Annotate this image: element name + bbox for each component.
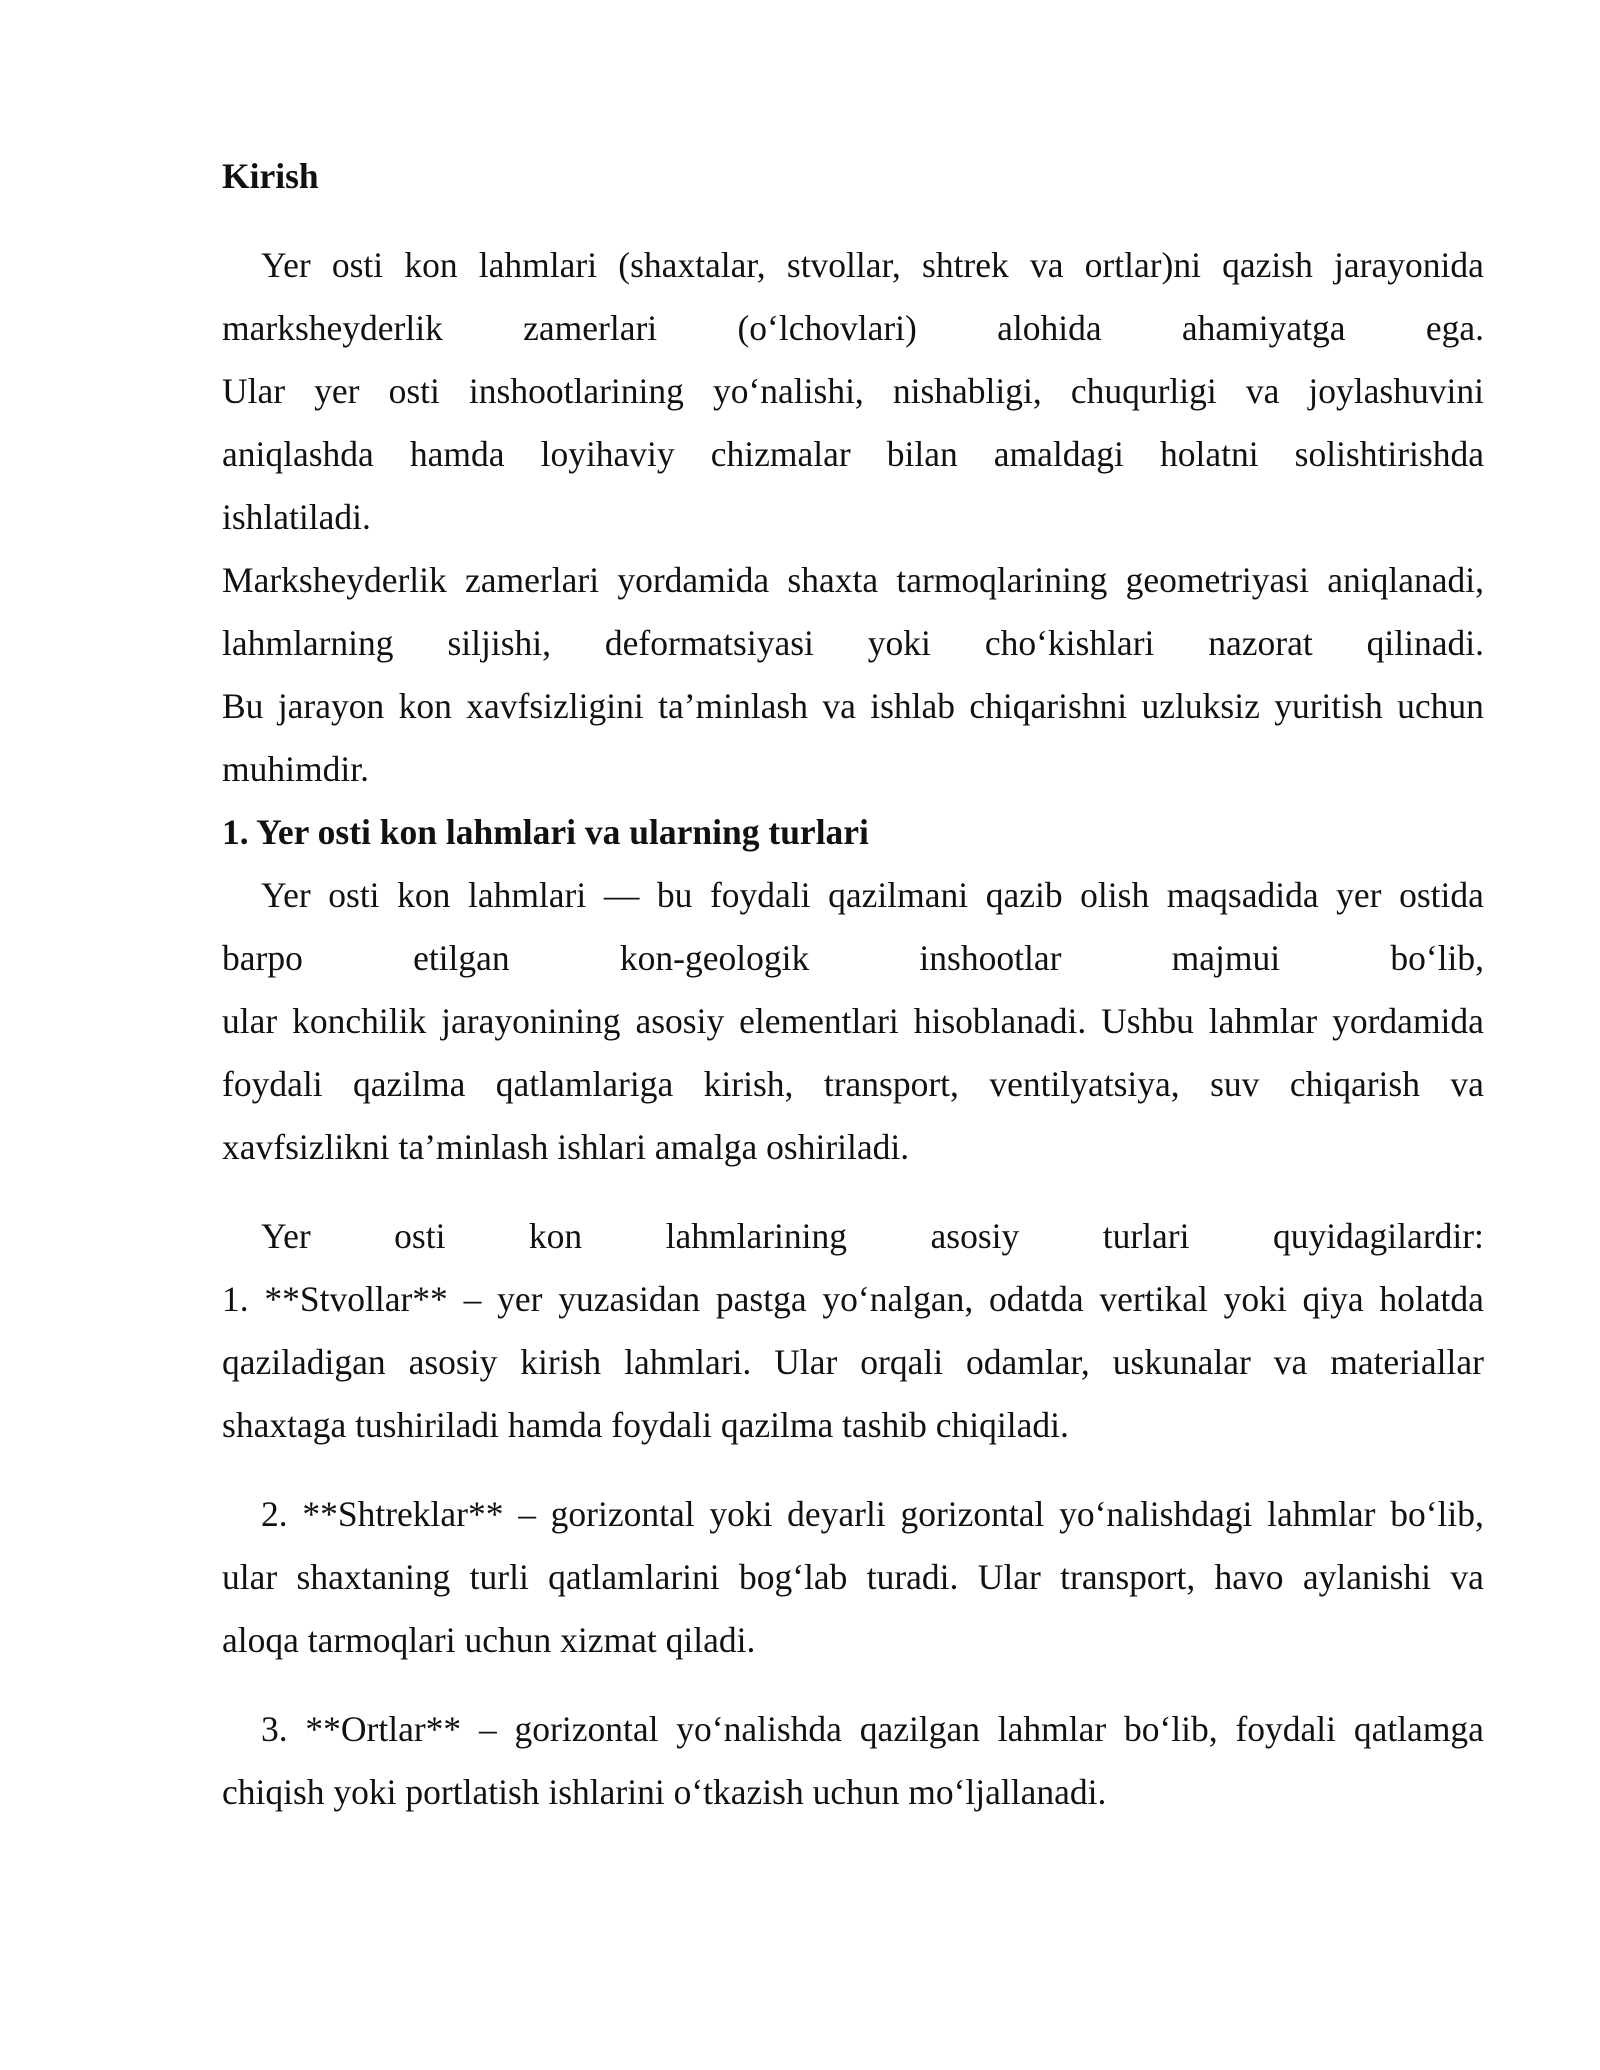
word: majmui — [1171, 938, 1281, 978]
word: yo‘nalishi, — [712, 371, 864, 411]
word: lahmlarning — [222, 623, 394, 663]
text-line: muhimdir. — [222, 749, 369, 789]
word: va — [1245, 371, 1280, 411]
word: kirish — [520, 1342, 602, 1382]
word: konchilik — [292, 1001, 427, 1041]
word: lahmlari. — [624, 1342, 752, 1382]
word: qiya — [1302, 1279, 1364, 1319]
word: (shaxtalar, — [618, 245, 766, 285]
text-line — [222, 1483, 1484, 1546]
word: asosiy — [408, 1342, 498, 1382]
document-page — [222, 145, 1484, 1824]
word: **Ortlar** — [305, 1709, 462, 1749]
word: qazilmani — [828, 875, 969, 915]
word: qazish — [1222, 245, 1313, 285]
word: hisoblanadi. — [913, 1001, 1087, 1041]
word: alohida — [997, 308, 1102, 348]
word: shtrek — [922, 245, 1009, 285]
word: loyihaviy — [540, 434, 675, 474]
word: yo‘nalishdagi — [1059, 1494, 1253, 1534]
word: va — [1273, 1342, 1308, 1382]
text-line — [222, 1546, 1484, 1609]
word: siljishi, — [447, 623, 552, 663]
word: lahmlarining — [665, 1216, 848, 1256]
word: ahamiyatga — [1181, 308, 1346, 348]
word: bilan — [886, 434, 958, 474]
word: ortlar)ni — [1084, 245, 1201, 285]
word: bo‘lib, — [1390, 938, 1484, 978]
word: — — [603, 875, 640, 915]
word: Marksheyderlik — [222, 560, 447, 600]
word: kirish, — [703, 1064, 794, 1104]
word: hamda — [409, 434, 505, 474]
text-line — [222, 297, 1484, 360]
word: chizmalar — [710, 434, 851, 474]
word: ular — [222, 1557, 278, 1597]
word: olish — [1080, 875, 1150, 915]
text-line: ishlatiladi. — [222, 497, 371, 537]
word: uskunalar — [1112, 1342, 1251, 1382]
text-line: aloqa tarmoqlari uchun xizmat qiladi. — [222, 1620, 756, 1660]
word: holatni — [1159, 434, 1259, 474]
word: va — [822, 686, 856, 726]
word: kon — [398, 686, 452, 726]
text-line — [222, 864, 1484, 927]
word: deyarli — [787, 1494, 886, 1534]
word: chiqarishni — [969, 686, 1128, 726]
word: xavfsizligini — [466, 686, 644, 726]
word: gorizontal — [514, 1709, 659, 1749]
intro-paragraph-1 — [222, 234, 1484, 549]
word: pastga — [715, 1279, 807, 1319]
word: odatda — [988, 1279, 1084, 1319]
word: lahmlar — [1208, 1001, 1318, 1041]
word: geometriyasi — [1125, 560, 1309, 600]
word: gorizontal — [550, 1494, 695, 1534]
word: zamerlari — [523, 308, 658, 348]
word: chiqarish — [1289, 1064, 1420, 1104]
word: asosiy — [635, 1001, 725, 1041]
word: va — [1450, 1064, 1484, 1104]
word: yo‘nalgan, — [822, 1279, 974, 1319]
text-line: shaxtaga tushiriladi hamda foydali qazilma tashib chiqiladi. — [222, 1405, 1069, 1445]
word: gorizontal — [900, 1494, 1045, 1534]
word: 3. — [261, 1709, 288, 1749]
word: kon — [397, 875, 451, 915]
section1-paragraph-1 — [222, 864, 1484, 1179]
word: aniqlashda — [222, 434, 374, 474]
word: materiallar — [1330, 1342, 1484, 1382]
word: suv — [1210, 1064, 1260, 1104]
word: transport, — [1060, 1557, 1196, 1597]
word: aylanishi — [1302, 1557, 1432, 1597]
word: vertikal — [1099, 1279, 1208, 1319]
word: bo‘lib, — [1123, 1709, 1218, 1749]
spacer — [222, 1179, 1484, 1205]
word: bu — [656, 875, 693, 915]
word: uchun — [1397, 686, 1484, 726]
word: turlari — [1102, 1216, 1190, 1256]
word: maqsadida — [1166, 875, 1319, 915]
word: yordamida — [1332, 1001, 1484, 1041]
text-line — [222, 234, 1484, 297]
word: bo‘lib, — [1390, 1494, 1484, 1534]
word: shaxta — [787, 560, 879, 600]
word: ega. — [1425, 308, 1484, 348]
word: yo‘nalishda — [676, 1709, 842, 1749]
word: lahmlari — [467, 875, 587, 915]
text-line — [222, 549, 1484, 612]
word: Bu — [222, 686, 264, 726]
word: shaxtaning — [296, 1557, 451, 1597]
word: turli — [469, 1557, 529, 1597]
text-line — [222, 675, 1484, 738]
word: 2. — [261, 1494, 288, 1534]
text-line — [222, 990, 1484, 1053]
word: aniqlanadi, — [1327, 560, 1484, 600]
text-line — [222, 1698, 1484, 1761]
word: yer — [497, 1279, 543, 1319]
word: uzluksiz — [1141, 686, 1260, 726]
word: yer — [1336, 875, 1382, 915]
word: jarayon — [277, 686, 385, 726]
word: yoki — [709, 1494, 773, 1534]
word: Ushbu — [1101, 1001, 1194, 1041]
word: inshootlar — [919, 938, 1062, 978]
word: Ular — [222, 371, 286, 411]
word: solishtirishda — [1294, 434, 1484, 474]
word: turadi. — [866, 1557, 959, 1597]
word: ular — [222, 1001, 278, 1041]
word: Ular — [977, 1557, 1041, 1597]
word: va — [1029, 245, 1064, 285]
word: lahmlar — [1267, 1494, 1376, 1534]
text-line — [222, 612, 1484, 675]
word: etilgan — [413, 938, 510, 978]
word: osti — [331, 245, 384, 285]
text-line: xavfsizlikni ta’minlash ishlari amalga oshiriladi. — [222, 1127, 910, 1167]
word: – — [518, 1494, 536, 1534]
word: zamerlari — [465, 560, 600, 600]
word: Yer — [261, 875, 311, 915]
word: asosiy — [930, 1216, 1020, 1256]
word: yoki — [1223, 1279, 1287, 1319]
section1-paragraph-4 — [222, 1698, 1484, 1824]
word: Yer — [261, 245, 311, 285]
word: yuzasidan — [558, 1279, 701, 1319]
word: yuritish — [1274, 686, 1383, 726]
spacer — [222, 208, 1484, 234]
text-line — [222, 1331, 1484, 1394]
word: odamlar, — [966, 1342, 1090, 1382]
word: Yer — [261, 1216, 311, 1256]
word: havo — [1214, 1557, 1284, 1597]
word: qatlamlariga — [495, 1064, 674, 1104]
word: stvollar, — [786, 245, 901, 285]
word: **Shtreklar** — [302, 1494, 504, 1534]
word: ventilyatsiya, — [989, 1064, 1180, 1104]
word: qatlamga — [1353, 1709, 1484, 1749]
word: 1. — [222, 1279, 249, 1319]
word: lahmlar — [997, 1709, 1107, 1749]
word: yer — [314, 371, 360, 411]
word: amaldagi — [993, 434, 1124, 474]
word: ishlab — [870, 686, 956, 726]
word: marksheyderlik — [222, 308, 443, 348]
word: qazilma — [353, 1064, 466, 1104]
word: qatlamlarini — [548, 1557, 720, 1597]
word: orqali — [860, 1342, 944, 1382]
text-line — [222, 927, 1484, 990]
word: tarmoqlarining — [896, 560, 1108, 600]
word: foydali — [709, 875, 811, 915]
word: jarayonida — [1334, 245, 1484, 285]
intro-paragraph-2 — [222, 549, 1484, 801]
word: ta’minlash — [658, 686, 808, 726]
word: chuqurligi — [1070, 371, 1217, 411]
word: osti — [328, 875, 380, 915]
word: qazib — [985, 875, 1063, 915]
page-title: Kirish — [222, 156, 319, 196]
word: qilinadi. — [1366, 623, 1484, 663]
spacer — [222, 1672, 1484, 1698]
word: – — [478, 1709, 497, 1749]
word: osti — [394, 1216, 446, 1256]
word: osti — [388, 371, 440, 411]
word: – — [463, 1279, 482, 1319]
word: quyidagilardir: — [1272, 1216, 1484, 1256]
word: joylashuvini — [1308, 371, 1484, 411]
word: **Stvollar** — [264, 1279, 448, 1319]
section1-paragraph-2 — [222, 1205, 1484, 1457]
text-line — [222, 423, 1484, 486]
word: elementlari — [739, 1001, 899, 1041]
word: lahmlari — [478, 245, 598, 285]
word: foydali — [222, 1064, 323, 1104]
text-line — [222, 1268, 1484, 1331]
word: barpo — [222, 938, 303, 978]
word: qazilgan — [859, 1709, 980, 1749]
word: Ular — [774, 1342, 838, 1382]
word: cho‘kishlari — [984, 623, 1155, 663]
word: (o‘lchovlari) — [737, 308, 917, 348]
word: jarayonining — [441, 1001, 621, 1041]
word: kon — [528, 1216, 583, 1256]
text-line — [222, 360, 1484, 423]
text-line — [222, 1053, 1484, 1116]
word: qaziladigan — [222, 1342, 386, 1382]
text-line: chiqish yoki portlatish ishlarini o‘tkazish uchun mo‘ljallanadi. — [222, 1772, 1107, 1812]
word: bog‘lab — [738, 1557, 848, 1597]
word: va — [1450, 1557, 1484, 1597]
word: kon — [404, 245, 458, 285]
spacer — [222, 1457, 1484, 1483]
word: yoki — [867, 623, 931, 663]
word: inshootlarining — [468, 371, 684, 411]
text-line — [222, 1205, 1484, 1268]
word: transport, — [823, 1064, 959, 1104]
word: kon-geologik — [619, 938, 810, 978]
word: nishabligi, — [892, 371, 1042, 411]
word: yordamida — [617, 560, 770, 600]
word: nazorat — [1208, 623, 1313, 663]
word: deformatsiyasi — [604, 623, 814, 663]
section-heading: 1. Yer osti kon lahmlari va ularning turlari — [222, 812, 869, 852]
word: holatda — [1379, 1279, 1484, 1319]
section1-paragraph-3 — [222, 1483, 1484, 1672]
word: foydali — [1235, 1709, 1337, 1749]
word: ostida — [1399, 875, 1484, 915]
